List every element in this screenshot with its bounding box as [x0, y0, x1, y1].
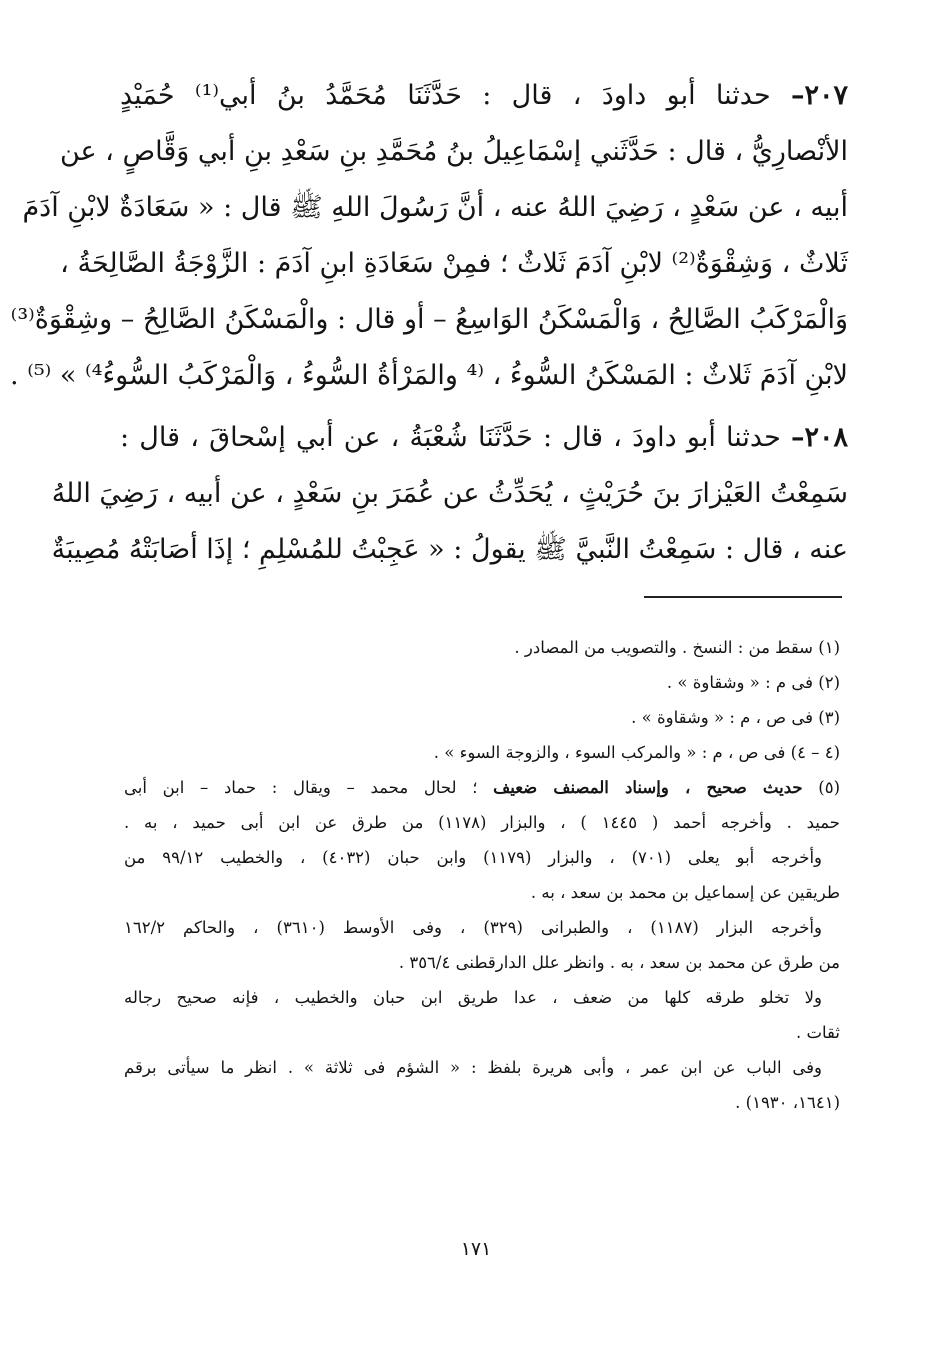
footnote-line: طريقين عن إسماعيل بن محمد بن سعد ، به . [530, 883, 840, 902]
text-line: أبيه ، عن سَعْدٍ ، رَضِيَ اللهُ عنه ، أنَّ رَسُولَ اللهِ ﷺ قال : « سَعَادَةٌ لابْنِ آدَمَ [22, 192, 848, 223]
text-line: عنه ، قال : سَمِعْتُ النَّبيَّ ﷺ يقولُ : « عَجِبْتُ للمُسْلِمِ ؛ إذَا أصَابَتْهُ مُصِيبَةٌ [51, 534, 848, 565]
footnote-line: ثقات . [796, 1023, 840, 1042]
footnote-5 [124, 770, 840, 805]
footnote-2: (٢) فى م : « وشقاوة » . [666, 673, 840, 692]
text-line: الأنْصارِيُّ ، قال : حَدَّثَني إسْمَاعِيلُ بنُ مُحَمَّدِ بنِ سَعْدِ بنِ أبي وَقَّاصٍ ، عن [59, 136, 848, 167]
footnote-line: وفى الباب عن ابن عمر ، وأبى هريرة بلفظ : « الشؤم فى ثلاثة » . انظر ما سيأتى برقم [124, 1058, 822, 1077]
footnote-line: وأخرجه أبو يعلى (٧٠١) ، والبزار (١١٧٩) وابن حبان (٤٠٣٢) ، والخطيب ٩٩/١٢ من [124, 848, 823, 867]
footnotes [124, 630, 840, 1120]
grading-text: حديث صحيح ، وإسناد المصنف ضعيف [493, 778, 803, 797]
footnote-marker: (٥) [818, 778, 841, 797]
text-line: لابْنِ آدَمَ ثَلاثٌ : المَسْكَنُ السُّوءُ ، ⁽⁴ والمَرْأةُ السُّوءُ ، وَالْمَرْكَبُ السُّوءُ⁴⁾ » ⁽⁵⁾ . [10, 360, 848, 391]
hadith-207 [10, 68, 848, 404]
text-line: وَالْمَرْكَبُ الصَّالِحُ ، وَالْمَسْكَنُ الوَاسِعُ – أو قال : والْمَسْكَنُ الصَّالِحُ – وشِقْوَةٌ⁽³⁾ [10, 304, 848, 335]
page-number: ١٧١ [460, 1238, 492, 1260]
footnote-line: ولا تخلو طرقه كلها من ضعف ، عدا طريق ابن حبان والخطيب ، فإنه صحيح رجاله [124, 988, 822, 1007]
footnote-line: حميد . وأخرجه أحمد ( ١٤٤٥ ) ، والبزار (١١٧٨) من طرق عن ابن أبى حميد ، به . [124, 813, 841, 832]
text-line: ثَلاثٌ ، وَشِقْوَةٌ⁽²⁾ لابْنِ آدَمَ ثَلاثٌ ؛ فمِنْ سَعَادَةِ ابنِ آدَمَ : الزَّوْجَةُ الصَّالِحَةُ ، [60, 248, 848, 279]
text-line [120, 410, 848, 466]
footnote-line: وأخرجه البزار (١١٨٧) ، والطبرانى (٣٢٩) ، وفى الأوسط (٣٦١٠) ، والحاكم ١٦٢/٢ [124, 918, 822, 937]
hadith-208 [51, 410, 848, 578]
text-segment: حدثنا أبو داودَ ، قال : حَدَّثَنَا مُحَمَّدُ بنُ أبي⁽¹⁾ حُمَيْدٍ [120, 80, 771, 111]
text-segment: ؛ لحال محمد – ويقال : حماد – ابن أبى [124, 778, 478, 797]
hadith-number: ٢٠٨– [790, 422, 848, 453]
hadith-number: ٢٠٧– [790, 80, 848, 111]
footnote-divider [644, 596, 842, 598]
footnote-1: (١) سقط من : النسخ . والتصويب من المصادر . [514, 638, 840, 657]
footnote-4: (٤ – ٤) فى ص ، م : « والمركب السوء ، والزوجة السوء » . [433, 743, 840, 762]
footnote-3: (٣) فى ص ، م : « وشقاوة » . [631, 708, 840, 727]
text-line [120, 68, 848, 124]
footnote-line: (١٦٤١، ١٩٣٠) . [735, 1093, 840, 1112]
text-line: سَمِعْتُ العَيْزارَ بنَ حُرَيْثٍ ، يُحَدِّثُ عن عُمَرَ بنِ سَعْدٍ ، عن أبيه ، رَضِيَ اللهُ [51, 478, 848, 509]
text-segment: حدثنا أبو داودَ ، قال : حَدَّثَنَا شُعْبَةُ ، عن أبي إسْحاقَ ، قال : [120, 422, 781, 453]
footnote-line: من طرق عن محمد بن سعد ، به . وانظر علل الدارقطنى ٣٥٦/٤ . [398, 953, 840, 972]
